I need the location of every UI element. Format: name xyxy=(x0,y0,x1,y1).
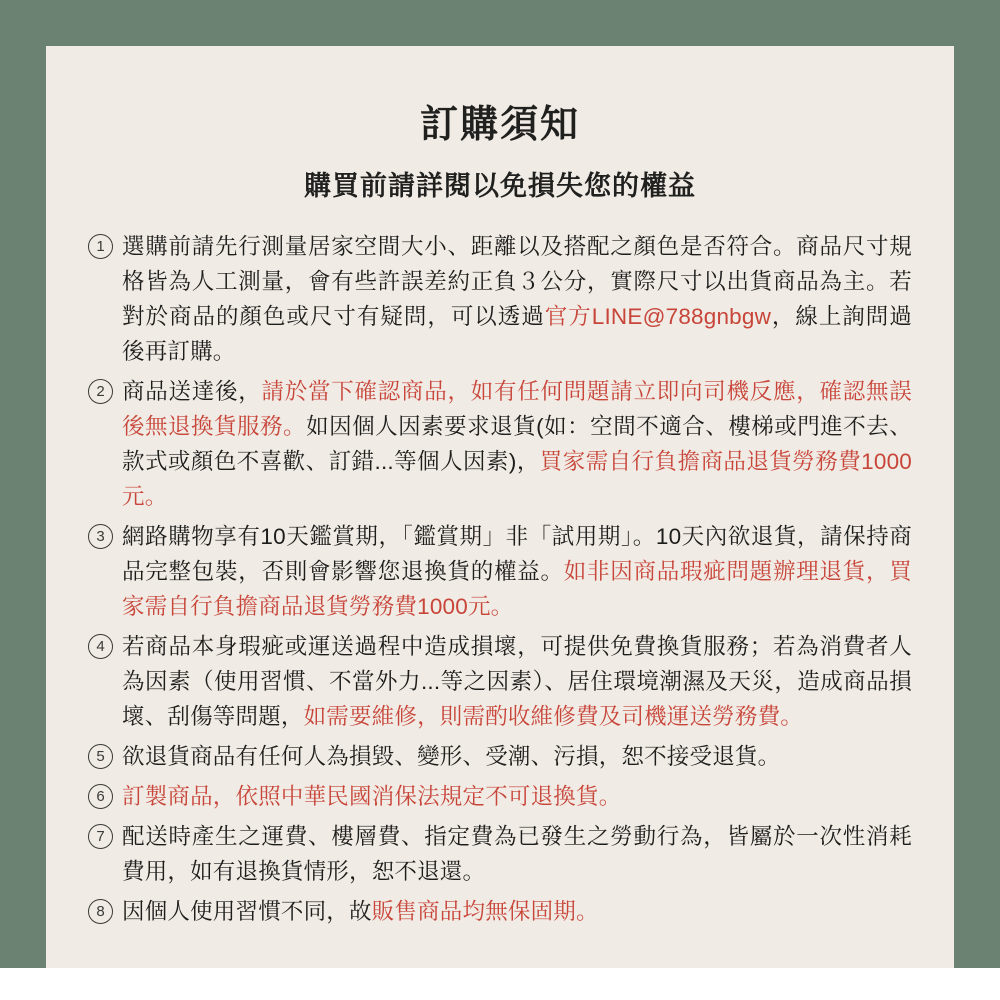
highlight-text: 買家需自行負擔商品退貨勞務費1000元。 xyxy=(122,448,912,509)
list-item-number: 7 xyxy=(88,824,113,849)
list-item xyxy=(88,374,912,514)
highlight-text: 如需要維修，則需酌收維修費及司機運送勞務費。 xyxy=(303,703,804,729)
list-item xyxy=(88,229,912,369)
highlight-text: 訂製商品，依照中華民國消保法規定不可退換貨。 xyxy=(122,783,622,809)
list-item-text xyxy=(122,519,912,624)
list-item xyxy=(88,894,912,929)
list-item-text xyxy=(122,819,912,889)
body-text: ，線上詢問過後再訂購。 xyxy=(122,303,912,364)
list-item-text xyxy=(122,629,912,734)
list-item-number: 1 xyxy=(88,234,113,259)
highlight-text: 官方LINE@788gnbgw xyxy=(544,303,772,329)
list-item-text xyxy=(122,739,780,774)
body-text: 欲退貨商品有任何人為損毀、變形、受潮、污損，恕不接受退貨。 xyxy=(122,743,781,769)
body-text: 如因個人因素要求退貨(如：空間不適合、樓梯或門進不去、款式或顏色不喜歡、訂錯...等個人因素)， xyxy=(122,413,912,474)
list-item-number: 6 xyxy=(88,784,113,809)
body-text: 配送時產生之運費、樓層費、指定費為已發生之勞動行為，皆屬於一次性消耗費用，如有退換貨情形，恕不退還。 xyxy=(122,823,912,884)
body-text: 商品送達後， xyxy=(122,378,262,404)
list-item-text xyxy=(122,374,912,514)
list-item-number: 4 xyxy=(88,634,113,659)
list-item-number: 2 xyxy=(88,379,113,404)
highlight-text: 販售商品均無保固期。 xyxy=(371,898,599,924)
bottom-strip xyxy=(0,968,1000,1000)
body-text: 因個人使用習慣不同，故 xyxy=(122,898,372,924)
list-item xyxy=(88,779,912,814)
page-title: 訂購須知 xyxy=(419,104,580,146)
highlight-text: 如非因商品瑕疵問題辦理退貨，買家需自行負擔商品退貨勞務費1000元。 xyxy=(122,558,912,619)
list-item-number: 5 xyxy=(88,744,113,769)
list-item xyxy=(88,629,912,734)
highlight-text: 請於當下確認商品，如有任何問題請立即向司機反應，確認無誤後無退換貨服務。 xyxy=(122,378,912,439)
list-item-number: 8 xyxy=(88,899,113,924)
list-item-text xyxy=(122,779,621,814)
notice-list xyxy=(80,229,920,929)
list-item xyxy=(88,519,912,624)
body-text: 若商品本身瑕疵或運送過程中造成損壞，可提供免費換貨服務；若為消費者人為因素（使用習慣、不當外力...等之因素）、居住環境潮濕及天災，造成商品損壞、刮傷等問題， xyxy=(122,633,912,729)
body-text: 選購前請先行測量居家空間大小、距離以及搭配之顏色是否符合。商品尺寸規格皆為人工測量，會有些許誤差約正負３公分，實際尺寸以出貨商品為主。若對於商品的顏色或尺寸有疑問，可以透過 xyxy=(122,233,912,329)
body-text: 網路購物享有10天鑑賞期，「鑑賞期」非「試用期」。10天內欲退貨，請保持商品完整包裝，否則會影響您退換貨的權益。 xyxy=(122,523,912,584)
list-item-number: 3 xyxy=(88,524,113,549)
list-item-text xyxy=(122,894,599,929)
list-item-text xyxy=(122,229,912,369)
list-item xyxy=(88,819,912,889)
page-subtitle: 購買前請詳閱以免損失您的權益 xyxy=(304,170,696,201)
notice-card xyxy=(46,46,954,968)
list-item xyxy=(88,739,912,774)
